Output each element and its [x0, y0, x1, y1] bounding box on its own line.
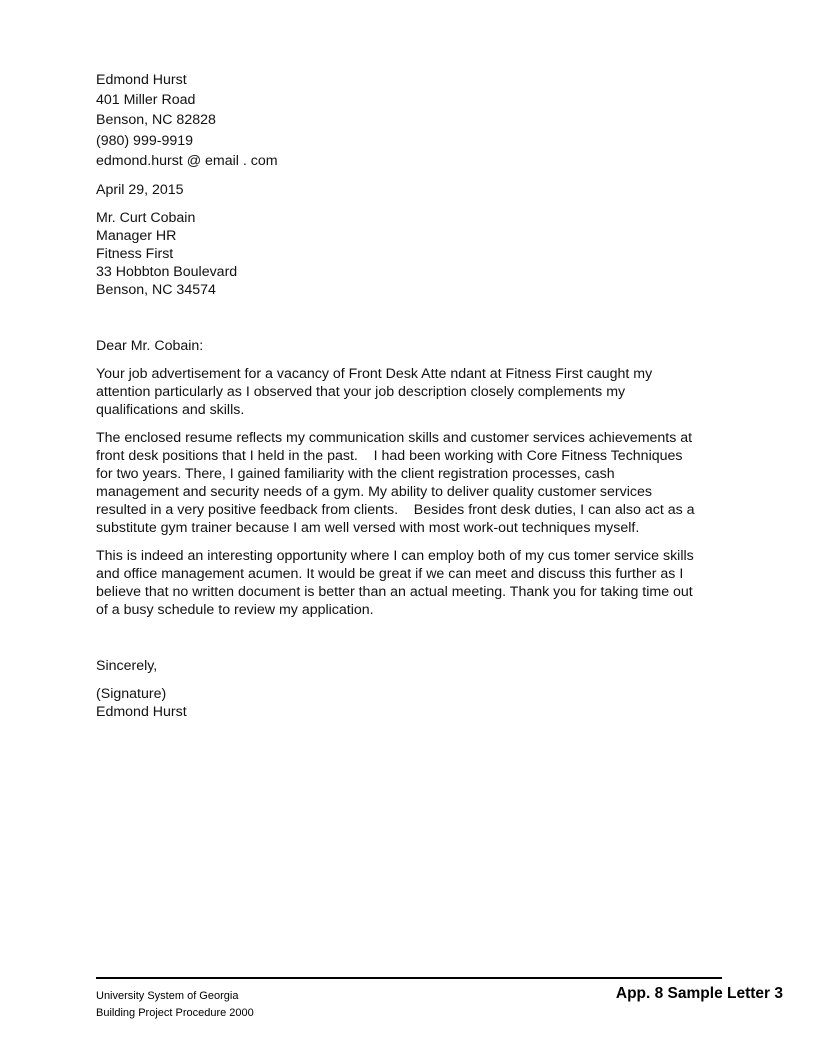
recipient-address: [96, 209, 726, 299]
paragraph-1: [96, 365, 726, 419]
salutation: [96, 337, 726, 355]
paragraph-line: and office management acumen. It would be great if we can meet and discuss this further as I: [96, 566, 684, 583]
closing: [96, 657, 726, 675]
paragraph-line: for two years. There, I gained familiarity with the client registration processes, cash: [96, 466, 615, 483]
recipient-name: Mr. Curt Cobain: [96, 210, 196, 227]
sender-city: Benson, NC 82828: [96, 112, 216, 129]
salutation-text: Dear Mr. Cobain:: [96, 338, 204, 355]
paragraph-line: This is indeed an interesting opportunity where I can employ both of my cus tomer service skills: [96, 548, 694, 565]
date-text: April 29, 2015: [96, 182, 184, 199]
paragraph-line: qualifications and skills.: [96, 402, 245, 419]
footer-org: University System of Georgia: [96, 990, 239, 1002]
recipient-city: Benson, NC 34574: [96, 282, 216, 299]
paragraph-line: resulted in a very positive feedback from clients. Besides front desk duties, I can also act as a: [96, 502, 695, 519]
footer-divider: [96, 977, 722, 979]
paragraph-line: management and security needs of a gym. My ability to deliver quality customer services: [96, 484, 652, 501]
signature-placeholder: (Signature): [96, 686, 167, 703]
paragraph-line: believe that no written document is better than an actual meeting. Thank you for taking time out: [96, 584, 693, 601]
footer-label: App. 8 Sample Letter 3: [615, 985, 783, 1002]
letter-date: [96, 181, 726, 199]
paragraph-line: Your job advertisement for a vacancy of Front Desk Atte ndant at Fitness First caught my: [96, 366, 653, 383]
paragraph-line: The enclosed resume reflects my communication skills and customer services achievements at: [96, 430, 693, 447]
sender-phone: (980) 999-9919: [96, 132, 194, 149]
paragraph-3: [96, 547, 726, 619]
footer-org-info: [96, 988, 254, 1021]
paragraph-2: [96, 429, 726, 537]
recipient-title: Manager HR: [96, 228, 177, 245]
closing-text: Sincerely,: [96, 658, 158, 675]
sender-name: Edmond Hurst: [96, 72, 187, 88]
paragraph-line: of a busy schedule to review my application.: [96, 602, 374, 619]
footer-doc: Building Project Procedure 2000: [96, 1006, 254, 1019]
sender-street: 401 Miller Road: [96, 92, 196, 109]
paragraph-line: attention particularly as I observed that your job description closely complements my: [96, 384, 626, 401]
paragraph-line: front desk positions that I held in the past. I had been working with Core Fitness Techniques: [96, 448, 683, 465]
signature-block: [96, 685, 726, 721]
letter-body: [96, 70, 726, 721]
sender-email: edmond.hurst @ email . com: [96, 152, 278, 169]
paragraph-line: substitute gym trainer because I am well versed with most work-out techniques myself.: [96, 520, 640, 537]
recipient-street: 33 Hobbton Boulevard: [96, 264, 238, 281]
signature-name: Edmond Hurst: [96, 704, 187, 721]
recipient-company: Fitness First: [96, 246, 174, 263]
sender-address: [96, 70, 726, 171]
